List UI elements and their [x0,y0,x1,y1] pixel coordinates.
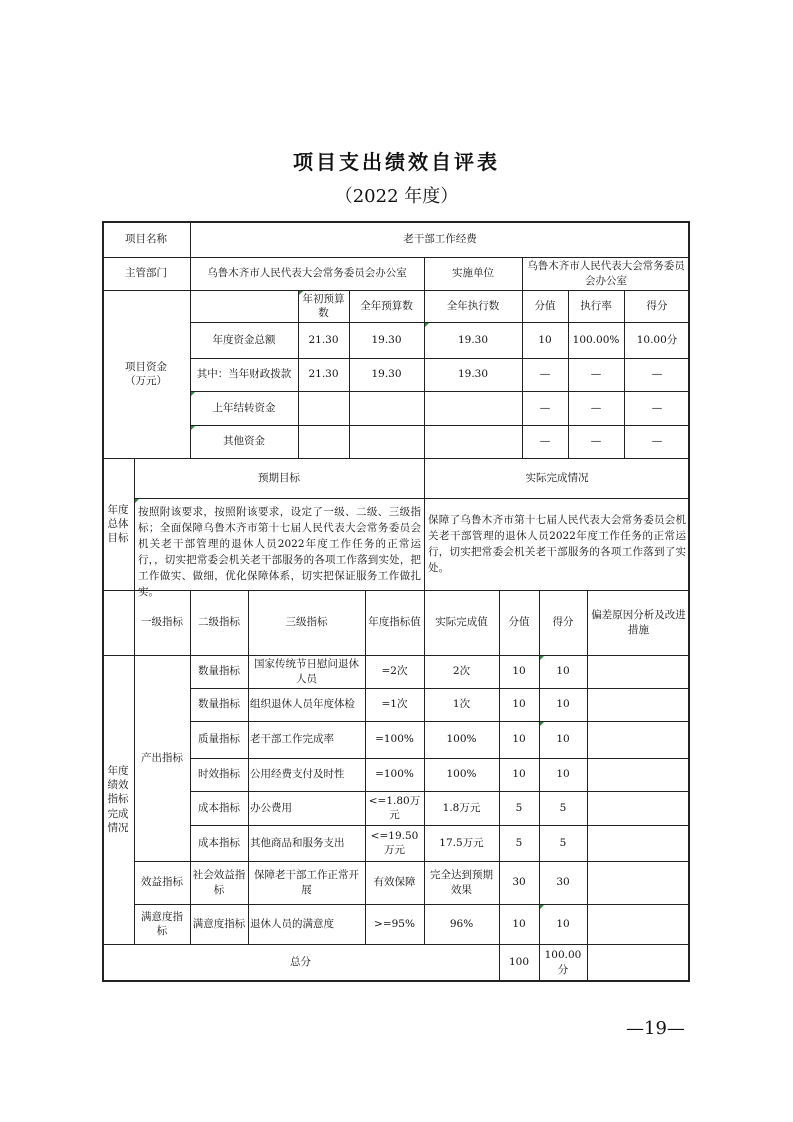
l2-indicator: 社会效益指标 [192,869,246,896]
indicator-header: 三级指标 [285,616,328,629]
indicator-header: 得分 [552,616,574,629]
l3-indicator: 保障老干部工作正常开展 [254,869,359,896]
actual-value: 100% [446,733,477,746]
indicator-header: 年度指标值 [368,616,421,629]
target-value: <=19.50万元 [370,829,419,856]
indicators-section-label: 年度绩效指标完成情况 [107,765,129,834]
actual-value: 完全达到预期效果 [430,869,493,896]
funds-cell: — [539,401,551,414]
got-value: 10 [556,665,570,678]
target-value: >=95% [374,917,415,930]
dept-value: 乌鲁木齐市人民代表大会常务委员会办公室 [207,267,407,280]
score-value: 5 [515,836,523,849]
l3-indicator: 办公费用 [250,801,292,814]
cell-marker-icon [540,722,544,726]
target-value: =2次 [381,665,408,678]
grid-line [134,498,690,499]
project-name-value: 老干部工作经费 [403,232,477,245]
project-name-label: 项目名称 [125,232,167,245]
l3-indicator: 退休人员的满意度 [250,917,334,930]
indicator-header: 分值 [508,616,530,629]
deviation-note [587,758,690,791]
page-number: —19— [626,1018,685,1039]
l3-indicator: 国家传统节日慰问退休人员 [254,658,359,685]
l2-indicator: 数量指标 [198,665,240,678]
funds-header: 执行率 [580,299,612,312]
funds-cell: — [590,401,602,414]
indicator-header: 偏差原因分析及改进措施 [591,609,686,636]
target-value: =1次 [381,698,408,711]
funds-header: 年初预算数 [302,292,345,319]
target-value: =100% [375,768,414,781]
funds-header: 全年预算数 [360,299,413,312]
indicator-header: 二级指标 [198,616,240,629]
goals-label: 年度总体目标 [107,503,129,545]
funds-label: 项目资金（万元） [125,360,167,387]
funds-cell: — [651,368,663,381]
actual-value: 100% [446,768,477,781]
funds-row-name: 年度资金总额 [212,333,276,346]
output-indicator-label: 产出指标 [141,751,183,764]
l1-indicator: 效益指标 [141,876,183,889]
target-value: 有效保障 [373,876,416,889]
total-got: 100.00分 [544,949,582,976]
funds-cell [349,391,424,425]
total-score: 100 [508,956,530,969]
page-title: 项目支出绩效自评表 [293,150,500,174]
score-value: 10 [512,768,526,781]
l3-indicator: 老干部工作完成率 [250,733,334,746]
funds-cell: 19.30 [457,333,489,346]
cell-marker-icon [540,905,544,909]
funds-cell: 21.30 [308,333,339,346]
actual-value: 1次 [452,698,471,711]
funds-cell [424,391,522,425]
score-value: 30 [512,876,526,889]
expected-goal-header: 预期目标 [258,471,300,484]
dept-label: 主管部门 [125,267,167,280]
funds-cell: — [651,401,663,414]
l3-indicator: 其他商品和服务支出 [250,836,345,849]
l2-indicator: 满意度指标 [192,917,246,930]
funds-row-name: 其中：当年财政拨款 [196,368,292,381]
score-value: 10 [512,733,526,746]
cell-marker-icon [135,499,139,503]
score-value: 5 [515,801,523,814]
year-subtitle: （2022 年度） [334,186,459,207]
indicator-header: 一级指标 [141,616,183,629]
expected-goal-text: 按照附该要求，按照附该要求，设定了一级、二级、三级指标；全面保障乌鲁木齐市第十七届人民代表大会常务委员会机关老干部管理的退休人员2022年度工作任务的正常运行，，切实把常委会机关老干部服务的各项工作落到实处，把工作做实、做细，优化保障体系，切实把保证服务工作做扎实。 [138,506,421,598]
deviation-note [587,791,690,825]
impl-value: 乌鲁木齐市人民代表大会常务委员会办公室 [527,260,685,287]
funds-cell: 10.00分 [636,333,678,346]
funds-cell: 21.30 [308,368,339,381]
impl-label: 实施单位 [452,267,494,280]
cell-marker-icon [191,426,195,430]
funds-cell: — [590,435,602,448]
got-value: 10 [556,733,570,746]
cell-marker-icon [191,392,195,396]
actual-value: 2次 [452,665,471,678]
l2-indicator: 成本指标 [198,836,240,849]
funds-row-name: 上年结转资金 [212,401,276,414]
deviation-note [587,904,690,944]
funds-cell: 19.30 [457,368,489,381]
got-value: 5 [559,801,567,814]
got-value: 5 [559,836,567,849]
funds-cell: — [539,435,551,448]
funds-header: 得分 [646,299,668,312]
funds-cell: 19.30 [371,333,402,346]
funds-cell: — [590,368,602,381]
total-label: 总分 [290,956,311,969]
l3-indicator: 公用经费支付及时性 [250,768,345,781]
actual-value: 1.8万元 [442,801,481,814]
deviation-note [587,861,690,904]
deviation-note [587,688,690,721]
score-value: 10 [512,917,526,930]
actual-result-header: 实际完成情况 [525,471,589,484]
funds-row-name: 其他资金 [223,435,265,448]
funds-cell [298,391,349,425]
actual-result-text: 保障了乌鲁木齐市第十七届人民代表大会常务委员会机关老干部管理的退休人员2022年度工作任务的正常运行，切实把常委会机关老干部服务的各项工作落到了实处。 [428,514,686,574]
l2-indicator: 成本指标 [198,801,240,814]
funds-cell [298,425,349,458]
funds-cell: 100.00% [572,333,620,346]
funds-cell: — [651,435,663,448]
l2-indicator: 数量指标 [198,698,240,711]
actual-value: 96% [449,917,474,930]
l2-indicator: 时效指标 [198,768,240,781]
funds-header: 全年执行数 [446,299,500,312]
funds-cell: — [539,368,551,381]
score-value: 10 [512,665,526,678]
target-value: <=1.80万元 [368,794,421,821]
funds-cell: 19.30 [371,368,402,381]
cell-marker-icon [299,291,303,295]
l2-indicator: 质量指标 [198,733,240,746]
l1-indicator: 满意度指标 [141,910,183,937]
cell-marker-icon [540,656,544,660]
deviation-note [587,825,690,861]
got-value: 10 [556,768,570,781]
funds-header: 分值 [534,299,556,312]
deviation-note [587,721,690,758]
deviation-note [587,655,690,688]
got-value: 10 [556,917,570,930]
actual-value: 17.5万元 [439,836,484,849]
indicator-header: 实际完成值 [435,616,488,629]
target-value: =100% [375,733,414,746]
self-evaluation-table [102,221,690,982]
score-value: 10 [512,698,526,711]
got-value: 10 [556,698,570,711]
l3-indicator: 组织退休人员年度体检 [250,698,355,711]
cell-marker-icon [425,323,429,327]
funds-cell [424,425,522,458]
got-value: 30 [556,876,570,889]
funds-cell: 10 [538,333,552,346]
funds-cell [349,425,424,458]
